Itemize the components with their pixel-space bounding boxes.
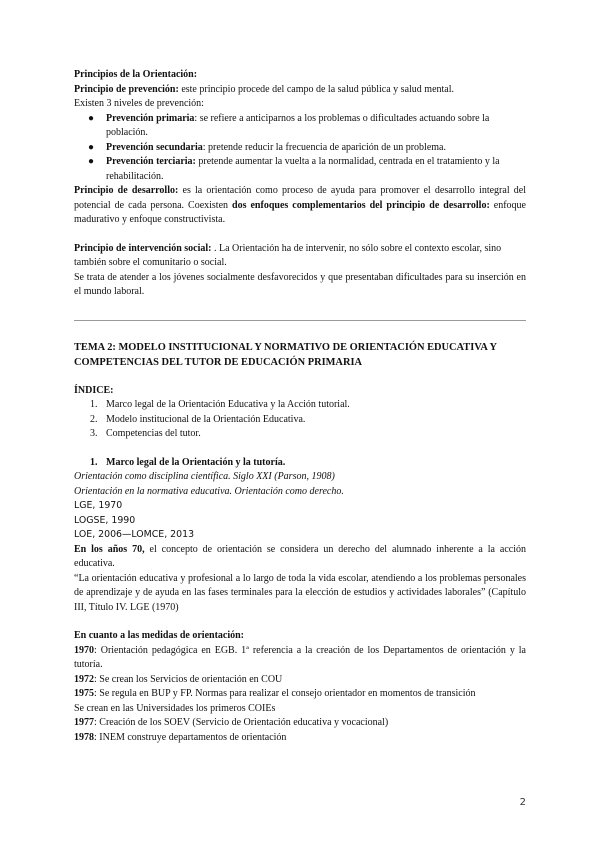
medida-item: 1977: Creación de los SOEV (Servicio de Orientación educativa y vocacional) xyxy=(74,717,389,728)
marco-italic-1: Orientación como disciplina científica. Siglo XXI (Parson, 1908) xyxy=(74,471,335,482)
niveles-list xyxy=(74,112,526,185)
spacer xyxy=(74,228,526,242)
medida-item: 1975: Se regula en BUP y FP. Normas para realizar el consejo orientador en momentos de transición xyxy=(74,688,476,699)
marco-italic-2: Orientación en la normativa educativa. Orientación como derecho. xyxy=(74,485,344,497)
spacer xyxy=(74,370,526,384)
desarrollo-paragraph: Principio de desarrollo: es la orientación como proceso de ayuda para promover el desarrollo integral del potencial de cada persona. Coexisten dos enfoques complementarios del principio de desarrollo: enfoque madurativo y enfoque constructivista. xyxy=(74,185,527,225)
quote-paragraph: “La orientación educativa y profesional a lo largo de toda la vida escolar, atendiendo a los problemas personales de aprendizaje y de ayuda en las fases terminales para la elección de estudios y actividades laborales” (Capítulo III, Título IV. LGE (1970) xyxy=(74,572,526,613)
spacer xyxy=(74,442,526,456)
page-number: 2 xyxy=(519,797,526,808)
medida-item: 1978: INEM construye departamentos de orientación xyxy=(74,731,287,743)
law-item: LOE, 2006—LOMCE, 2013 xyxy=(74,529,195,540)
divider xyxy=(74,320,526,321)
list-item: ● Prevención secundaria: pretende reducir la frecuencia de aparición de un problema. xyxy=(88,141,446,153)
atender-paragraph: Se trata de atender a los jóvenes socialmente desfavorecidos y que presentaban dificultades para su inserción en el mundo laboral. xyxy=(74,271,526,297)
medida-coies: Se crean en las Universidades los primeros COIEs xyxy=(74,702,276,714)
document-page xyxy=(74,68,526,745)
niveles-intro: Existen 3 niveles de prevención: xyxy=(74,98,204,109)
list-item: 1. Marco legal de la Orientación Educativa y la Acción tutorial. xyxy=(90,399,350,410)
law-item: LGE, 1970 xyxy=(74,500,123,511)
indice-heading: ÍNDICE: xyxy=(74,384,114,396)
medida-item: 1972: Se crean los Servicios de orientación en COU xyxy=(74,673,283,685)
prevencion-paragraph: Principio de prevención: este principio procede del campo de la salud pública y salud mental. xyxy=(74,83,454,95)
spacer xyxy=(74,615,526,629)
law-item: LOGSE, 1990 xyxy=(74,514,136,526)
list-item: ● Prevención primaria: se refiere a anticiparnos a los problemas o dificultades actuando sobre la población. xyxy=(88,112,490,138)
marco-heading: 1. Marco legal de la Orientación y la tutoría. xyxy=(90,456,286,468)
list-item: ● Prevención terciaria: pretende aumentar la vuelta a la normalidad, centrada en el tratamiento y la rehabilitación. xyxy=(88,156,500,182)
intervencion-paragraph: Principio de intervención social: . La Orientación ha de intervenir, no sólo sobre el contexto escolar, sino también sobre el comunitario o social. xyxy=(74,242,502,268)
anos70-paragraph: En los años 70, el concepto de orientación se considera un derecho del alumnado inherente a la acción educativa. xyxy=(74,543,526,569)
list-item: 2. Modelo institucional de la Orientación Educativa. xyxy=(90,413,306,425)
medida-item: 1970: Orientación pedagógica en EGB. 1ª referencia a la creación de los Departamentos de orientación y la tutoría. xyxy=(74,644,526,670)
medidas-heading: En cuanto a las medidas de orientación: xyxy=(74,630,245,641)
tema-title: TEMA 2: MODELO INSTITUCIONAL Y NORMATIVO DE ORIENTACIÓN EDUCATIVA Y COMPETENCIAS DEL TUTOR DE EDUCACIÓN PRIMARIA xyxy=(74,341,497,368)
principios-heading: Principios de la Orientación: xyxy=(74,69,198,80)
indice-list xyxy=(74,398,526,442)
list-item: 3. Competencias del tutor. xyxy=(90,428,201,439)
